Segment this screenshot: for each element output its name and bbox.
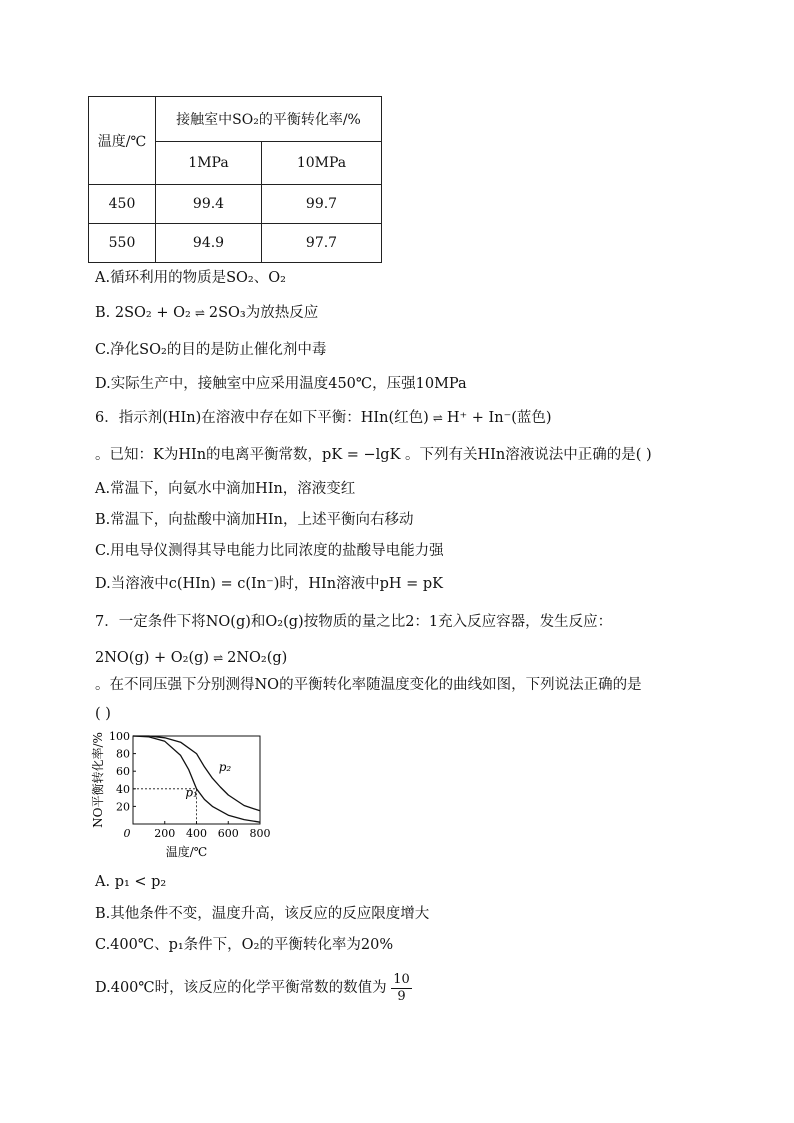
- table-cell: 450: [89, 185, 156, 224]
- q6-option-b: B.常温下，向盐酸中滴加HIn，上述平衡向右移动: [95, 512, 414, 528]
- chart-axes: [133, 736, 260, 824]
- no-conversion-chart: [90, 728, 290, 863]
- q6-stem-part2: H⁺ + In⁻(蓝色): [446, 410, 552, 426]
- q7-d-text: D.400℃时，该反应的化学平衡常数的数值为: [95, 980, 387, 996]
- table-row: [89, 224, 382, 263]
- chart-series: [133, 736, 260, 822]
- equilibrium-arrow-icon: ⇌: [213, 651, 224, 665]
- table-cell: 97.7: [262, 224, 382, 263]
- x-tick-label: 800: [249, 827, 271, 840]
- series-line-1: [133, 736, 260, 822]
- fraction-denominator: 9: [397, 988, 406, 1004]
- q7-eq-products: 2NO₂(g): [227, 650, 288, 666]
- q7-stem-2: 。在不同压强下分别测得NO的平衡转化率随温度变化的曲线如图，下列说法正确的是: [95, 677, 642, 693]
- so2-conversion-table: [88, 96, 382, 263]
- q5-option-c: C.净化SO₂的目的是防止催化剂中毒: [95, 342, 327, 358]
- y-tick-label: 20: [116, 800, 130, 814]
- q6-stem-part1: 6．指示剂(HIn)在溶液中存在如下平衡：HIn(红色): [95, 410, 429, 426]
- q7-option-c: C.400℃、p₁条件下，O₂的平衡转化率为20%: [95, 937, 394, 953]
- y-axis-label: NO平衡转化率/%: [91, 732, 105, 828]
- chart-labels: [90, 730, 271, 859]
- q6-option-d: D.当溶液中c(HIn) = c(In⁻)时，HIn溶液中pH = pK: [95, 576, 444, 592]
- x-tick-label: 400: [186, 827, 207, 840]
- y-tick-label: 60: [116, 765, 130, 779]
- q5-option-b: [95, 303, 318, 323]
- fraction: [391, 972, 412, 1005]
- q5-option-a: A.循环利用的物质是SO₂、O₂: [95, 270, 286, 286]
- q7-stem: 7．一定条件下将NO(g)和O₂(g)按物质的量之比2：1充入反应容器，发生反应：: [95, 614, 613, 630]
- q7-paren: ( ): [95, 706, 111, 722]
- q5-b-products: 2SO₃为放热反应: [208, 305, 319, 321]
- group-header: 接触室中SO₂的平衡转化率/%: [156, 97, 382, 142]
- pressure-2-header: 10MPa: [262, 142, 382, 185]
- q6-option-c: C.用电导仪测得其导电能力比同浓度的盐酸导电能力强: [95, 543, 444, 559]
- x-tick-label: 200: [154, 827, 176, 840]
- q7-option-a: A. p₁ < p₂: [95, 874, 167, 890]
- table-cell: 94.9: [156, 224, 262, 263]
- y-tick-label: 80: [116, 747, 130, 761]
- equilibrium-arrow-icon: ⇌: [194, 306, 205, 320]
- equilibrium-arrow-icon: ⇌: [432, 411, 443, 425]
- y-tick-label: 40: [116, 782, 130, 796]
- x-tick-label: 600: [217, 827, 239, 840]
- q5-option-d: D.实际生产中，接触室中应采用温度450℃，压强10MPa: [95, 376, 467, 392]
- q7-option-b: B.其他条件不变，温度升高，该反应的反应限度增大: [95, 906, 430, 922]
- table-cell: 550: [89, 224, 156, 263]
- temp-header: 温度/℃: [89, 97, 156, 185]
- q5-b-reactants: B. 2SO₂ + O₂: [95, 305, 191, 321]
- q7-eq-reactants: 2NO(g) + O₂(g): [95, 650, 210, 666]
- table-cell: 99.4: [156, 185, 262, 224]
- x-tick-label: 0: [123, 827, 131, 840]
- q7-option-d: [95, 966, 412, 1010]
- pressure-1-header: 1MPa: [156, 142, 262, 185]
- x-axis-label: 温度/℃: [165, 845, 208, 859]
- fraction-numerator: 10: [393, 971, 410, 987]
- q6-stem: [95, 408, 552, 428]
- table-row: [89, 185, 382, 224]
- y-tick-label: 100: [109, 730, 130, 743]
- q6-option-a: A.常温下，向氨水中滴加HIn，溶液变红: [95, 481, 356, 497]
- series-label-p2: p₂: [218, 760, 232, 775]
- q6-stem-2: 。已知：K为HIn的电离平衡常数，pK = −lgK 。下列有关HIn溶液说法中正确的是( ): [95, 447, 652, 463]
- series-label-p1: p₁: [185, 785, 198, 800]
- q7-equation: [95, 648, 287, 668]
- table-cell: 99.7: [262, 185, 382, 224]
